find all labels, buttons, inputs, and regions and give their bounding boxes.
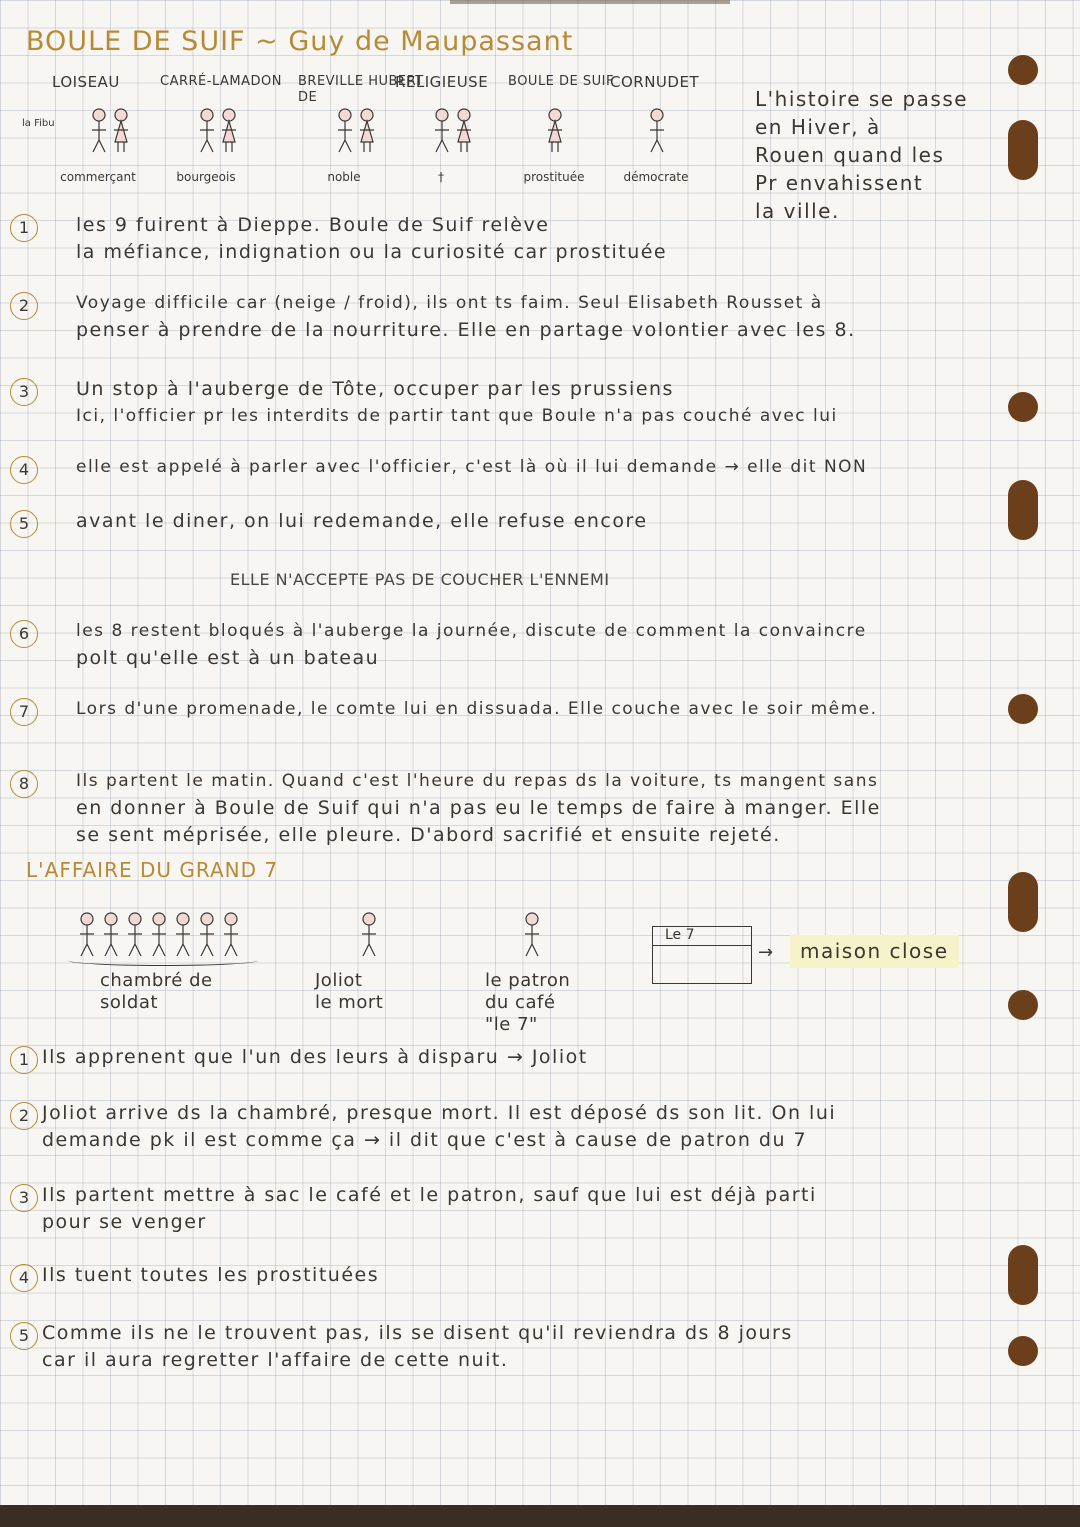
group-label: "le 7"	[485, 1014, 538, 1035]
item-text: Joliot arrive ds la chambré, presque mort. Il est déposé ds son lit. On lui	[42, 1102, 837, 1124]
stick-figure-icon	[102, 912, 120, 958]
item-number: 3	[10, 378, 38, 406]
binder-hole	[1008, 694, 1038, 724]
building-label: Le 7	[653, 927, 751, 946]
stick-figure-icon	[90, 108, 108, 154]
item-text: se sent méprisée, elle pleure. D'abord sacrifié et ensuite rejeté.	[76, 824, 781, 846]
character-role: bourgeois	[176, 170, 236, 184]
setting-line: Rouen quand les	[755, 143, 945, 167]
binder-hole	[1008, 392, 1038, 422]
stick-figure-icon	[222, 912, 240, 958]
group-label: Joliot	[315, 970, 363, 991]
item-text: Ici, l'officier pr les interdits de partir tant que Boule n'a pas couché avec lui	[76, 406, 838, 426]
character-role: démocrate	[623, 170, 689, 184]
stick-figure-icon	[433, 108, 451, 154]
setting-line: L'histoire se passe	[755, 87, 969, 111]
stick-figure-icon	[455, 108, 473, 154]
refusal-statement: ELLE N'ACCEPTE PAS DE COUCHER L'ENNEMI	[230, 570, 610, 589]
binder-hole	[1008, 990, 1038, 1020]
character-role: prostituée	[523, 170, 585, 184]
item-text: en donner à Boule de Suif qui n'a pas eu le temps de faire à manger. Elle	[76, 797, 881, 819]
item-text: la méfiance, indignation ou la curiosité car prostituée	[76, 241, 668, 263]
character-note: la Fibu	[22, 118, 55, 129]
item-text: pour se venger	[42, 1211, 207, 1233]
item-number: 2	[10, 292, 38, 320]
character-name: CORNUDET	[610, 73, 700, 91]
binder-hole	[1008, 1245, 1038, 1305]
binder-hole	[1008, 1336, 1038, 1366]
binder-hole	[1008, 480, 1038, 540]
item-text: Ils partent le matin. Quand c'est l'heure du repas ds la voiture, ts mangent sans	[76, 771, 879, 791]
stick-figure-icon	[546, 108, 564, 154]
character-role: †	[438, 170, 444, 184]
item-text: Ils apprenent que l'un des leurs à disparu → Joliot	[42, 1046, 588, 1068]
stick-figure-icon	[358, 108, 376, 154]
group-label: du café	[485, 992, 556, 1013]
item-number: 6	[10, 620, 38, 648]
item-text: demande pk il est comme ça → il dit que c'est à cause de patron du 7	[42, 1129, 808, 1151]
item-number: 1	[10, 1046, 38, 1074]
character-name: BOULE DE SUIF	[508, 74, 614, 89]
item-text: penser à prendre de la nourriture. Elle en partage volontier avec les 8.	[76, 319, 856, 341]
character-name: BREVILLE HUBERT DE	[298, 74, 424, 105]
binder-hole	[1008, 55, 1038, 85]
item-number: 3	[10, 1184, 38, 1212]
item-text: car il aura regretter l'affaire de cette nuit.	[42, 1349, 509, 1371]
item-text: Voyage difficile car (neige / froid), ils ont ts faim. Seul Elisabeth Rousset à	[76, 293, 823, 313]
brace-icon	[68, 955, 258, 966]
item-text: avant le diner, on lui redemande, elle refuse encore	[76, 510, 648, 532]
binder-hole	[1008, 120, 1038, 180]
stick-figure-icon	[198, 912, 216, 958]
page-title: BOULE DE SUIF ~ Guy de Maupassant	[26, 26, 574, 57]
item-number: 4	[10, 1264, 38, 1292]
group-label: chambré de	[100, 970, 213, 991]
item-text: polt qu'elle est à un bateau	[76, 647, 380, 669]
stick-figure-icon	[360, 912, 378, 958]
page-bottom-edge	[0, 1505, 1080, 1527]
item-text: elle est appelé à parler avec l'officier, c'est là où il lui demande → elle dit NON	[76, 457, 868, 477]
character-name: CARRÉ-LAMADON	[160, 74, 282, 89]
character-name: RELIGIEUSE	[395, 73, 489, 91]
stick-figure-icon	[220, 108, 238, 154]
item-text: Ils partent mettre à sac le café et le patron, sauf que lui est déjà parti	[42, 1184, 817, 1206]
stick-figure-icon	[523, 912, 541, 958]
stick-figure-icon	[112, 108, 130, 154]
building-note: maison close	[790, 935, 959, 968]
item-number: 2	[10, 1102, 38, 1130]
setting-line: la ville.	[755, 199, 840, 223]
item-text: Lors d'une promenade, le comte lui en dissuada. Elle couche avec le soir même.	[76, 699, 878, 719]
setting-line: Pr envahissent	[755, 171, 924, 195]
setting-line: en Hiver, à	[755, 115, 881, 139]
stick-figure-icon	[198, 108, 216, 154]
binder-hole	[1008, 872, 1038, 932]
character-name: LOISEAU	[52, 73, 120, 91]
item-number: 7	[10, 698, 38, 726]
stick-figure-icon	[174, 912, 192, 958]
item-number: 5	[10, 510, 38, 538]
item-number: 4	[10, 456, 38, 484]
item-text: Comme ils ne le trouvent pas, ils se disent qu'il reviendra ds 8 jours	[42, 1322, 793, 1344]
item-number: 8	[10, 770, 38, 798]
item-number: 5	[10, 1322, 38, 1350]
arrow-icon: →	[758, 942, 774, 963]
stick-figure-icon	[78, 912, 96, 958]
paper-edge	[450, 0, 730, 4]
item-number: 1	[10, 214, 38, 242]
item-text: Ils tuent toutes les prostituées	[42, 1264, 380, 1286]
group-label: le mort	[315, 992, 384, 1013]
item-text: Un stop à l'auberge de Tôte, occuper par les prussiens	[76, 378, 674, 400]
stick-figure-icon	[336, 108, 354, 154]
item-text: les 8 restent bloqués à l'auberge la journée, discute de comment la convaincre	[76, 621, 867, 641]
character-role: noble	[327, 170, 361, 184]
character-role: commerçant	[60, 170, 136, 184]
stick-figure-icon	[648, 108, 666, 154]
group-label: le patron	[485, 970, 571, 991]
section-title: L'AFFAIRE DU GRAND 7	[26, 858, 279, 882]
stick-figure-icon	[150, 912, 168, 958]
setting-note	[755, 85, 968, 225]
stick-figure-icon	[126, 912, 144, 958]
building-le-7	[652, 926, 752, 984]
group-label: soldat	[100, 992, 158, 1013]
item-text: les 9 fuirent à Dieppe. Boule de Suif relève	[76, 214, 550, 236]
